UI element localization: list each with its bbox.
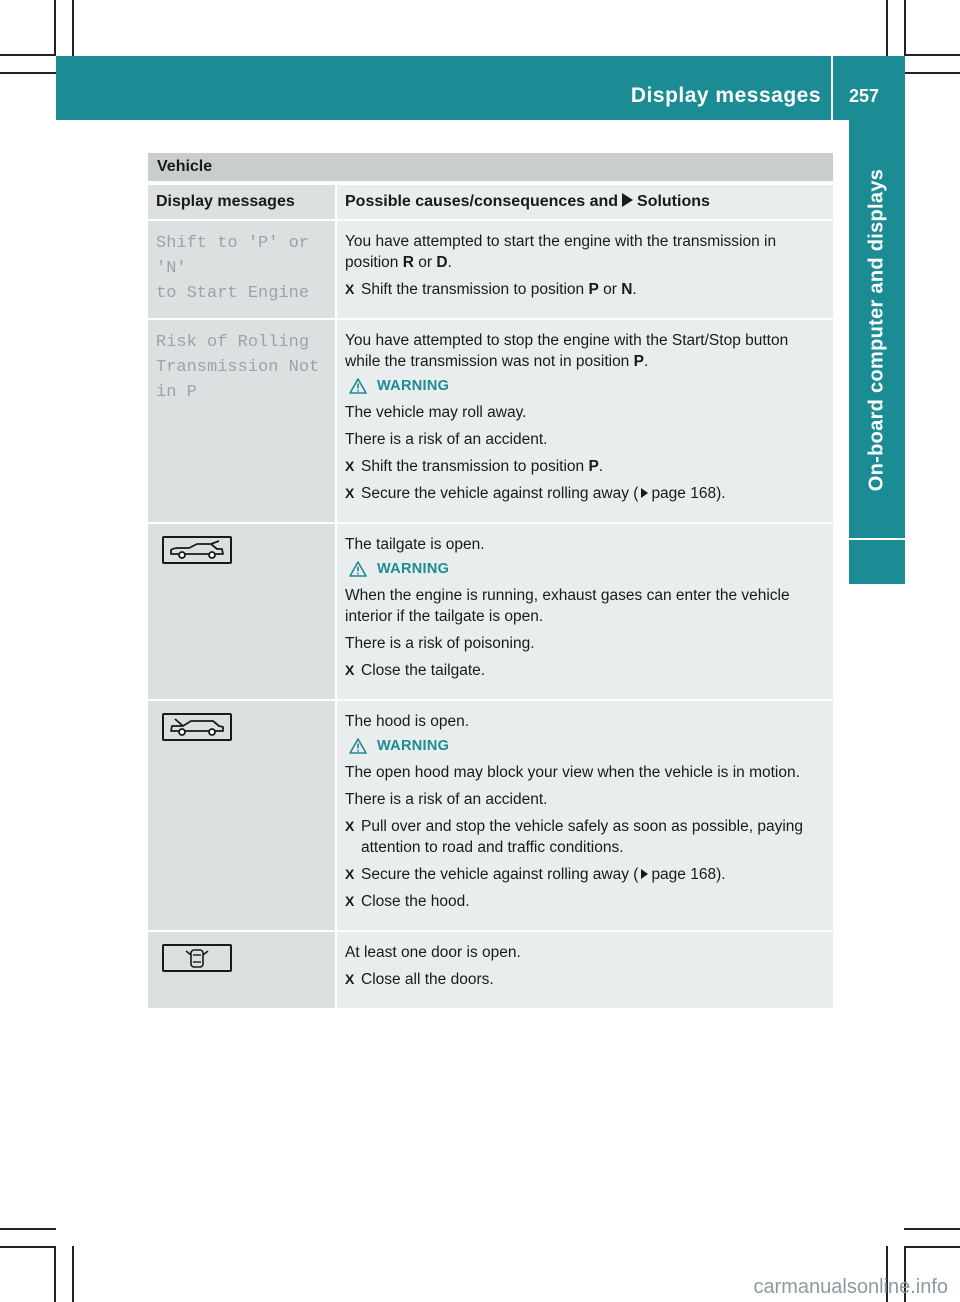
- watermark: carmanualsonline.info: [753, 1276, 948, 1298]
- step-marker: X: [345, 458, 355, 474]
- crop-mark: [72, 0, 74, 56]
- step-marker: X: [345, 893, 355, 909]
- column-header-solutions: Possible causes/consequences and Solutions: [345, 193, 710, 210]
- warning-text: There is a risk of poisoning.: [345, 635, 535, 652]
- crop-mark: [0, 54, 56, 56]
- page-title: Display messages: [630, 84, 821, 107]
- crop-mark: [904, 72, 960, 74]
- crop-mark: [72, 1246, 74, 1302]
- side-tab-label: On-board computer and displays: [865, 168, 888, 492]
- hood-open-icon: [162, 713, 232, 741]
- crop-mark: [54, 1246, 56, 1302]
- display-messages-table: [148, 153, 833, 1010]
- crop-mark: [904, 1246, 960, 1248]
- table-row: [148, 320, 833, 524]
- warning-label: WARNING: [349, 561, 825, 577]
- crop-mark: [904, 54, 960, 56]
- crop-mark: [0, 1246, 56, 1248]
- solution-cell: [335, 701, 833, 930]
- cause-text: The hood is open.: [345, 713, 470, 730]
- crop-mark: [886, 0, 888, 56]
- crop-mark: [0, 1228, 56, 1230]
- warning-text: The vehicle may roll away.: [345, 404, 527, 421]
- page-reference-icon: [641, 869, 648, 879]
- table-header-row: [148, 185, 833, 221]
- table-row: [148, 932, 833, 1010]
- cause-text: At least one door is open.: [345, 944, 521, 961]
- cause-text: The tailgate is open.: [345, 536, 485, 553]
- step-marker: X: [345, 485, 355, 501]
- column-header-cell: [335, 185, 833, 219]
- solution-step: X Secure the vehicle against rolling away ( page 168).: [345, 866, 726, 883]
- solution-step: X Close the tailgate.: [345, 662, 486, 679]
- section-heading: Vehicle: [148, 153, 833, 181]
- solution-step: X Close all the doors.: [345, 971, 494, 988]
- crop-mark: [54, 0, 56, 56]
- tailgate-open-icon: [162, 536, 232, 564]
- table-row: [148, 701, 833, 932]
- page-reference-icon: [641, 488, 648, 498]
- step-marker: X: [345, 281, 355, 297]
- page-number: 257: [848, 86, 880, 106]
- solution-step: X Shift the transmission to position P.: [345, 458, 604, 475]
- warning-triangle-icon: [349, 738, 367, 754]
- solution-step: X Close the hood.: [345, 893, 470, 910]
- warning-text: The open hood may block your view when the vehicle is in motion.: [345, 764, 800, 781]
- header-divider: [831, 56, 833, 120]
- display-message-text: Risk of Rolling Transmission Not in P: [156, 333, 320, 402]
- message-cell: [148, 221, 335, 318]
- message-cell: [148, 701, 335, 930]
- solution-cell: [335, 221, 833, 318]
- table-row: [148, 524, 833, 701]
- door-open-icon: [162, 944, 232, 972]
- warning-text: There is a risk of an accident.: [345, 791, 548, 808]
- warning-text: When the engine is running, exhaust gases can enter the vehicle interior if the tailgate is open.: [345, 587, 790, 625]
- solution-step: X Secure the vehicle against rolling away ( page 168).: [345, 485, 726, 502]
- column-header-cell: [148, 185, 335, 219]
- page-reference-link[interactable]: page 168).: [651, 866, 726, 883]
- cause-text: You have attempted to start the engine with the transmission in position R or D.: [345, 233, 777, 271]
- table-row: [148, 221, 833, 320]
- solution-step: X Shift the transmission to position P or N.: [345, 281, 637, 298]
- warning-label: WARNING: [349, 738, 825, 754]
- solution-step: X Pull over and stop the vehicle safely as soon as possible, paying attention to road and traffic conditions.: [345, 818, 804, 856]
- crop-mark: [904, 0, 906, 56]
- display-message-text: Shift to 'P' or 'N' to Start Engine: [156, 234, 310, 303]
- crop-mark: [904, 1228, 960, 1230]
- page-reference-link[interactable]: page 168).: [651, 485, 726, 502]
- cause-text: You have attempted to stop the engine with the Start/Stop button while the transmission was not in position P.: [345, 332, 789, 370]
- solution-cell: [335, 320, 833, 522]
- side-tab-label-wrap: [849, 120, 905, 538]
- message-cell: [148, 524, 335, 699]
- solution-cell: [335, 932, 833, 1008]
- step-marker: X: [345, 818, 355, 834]
- solution-cell: [335, 524, 833, 699]
- warning-triangle-icon: [349, 561, 367, 577]
- step-marker: X: [345, 662, 355, 678]
- side-tab-marker: [849, 540, 905, 584]
- solution-arrow-icon: [622, 193, 633, 207]
- warning-triangle-icon: [349, 378, 367, 394]
- message-cell: [148, 932, 335, 1008]
- column-header-messages: Display messages: [156, 193, 295, 210]
- warning-text: There is a risk of an accident.: [345, 431, 548, 448]
- crop-mark: [0, 72, 56, 74]
- step-marker: X: [345, 971, 355, 987]
- warning-label: WARNING: [349, 378, 825, 394]
- step-marker: X: [345, 866, 355, 882]
- message-cell: [148, 320, 335, 522]
